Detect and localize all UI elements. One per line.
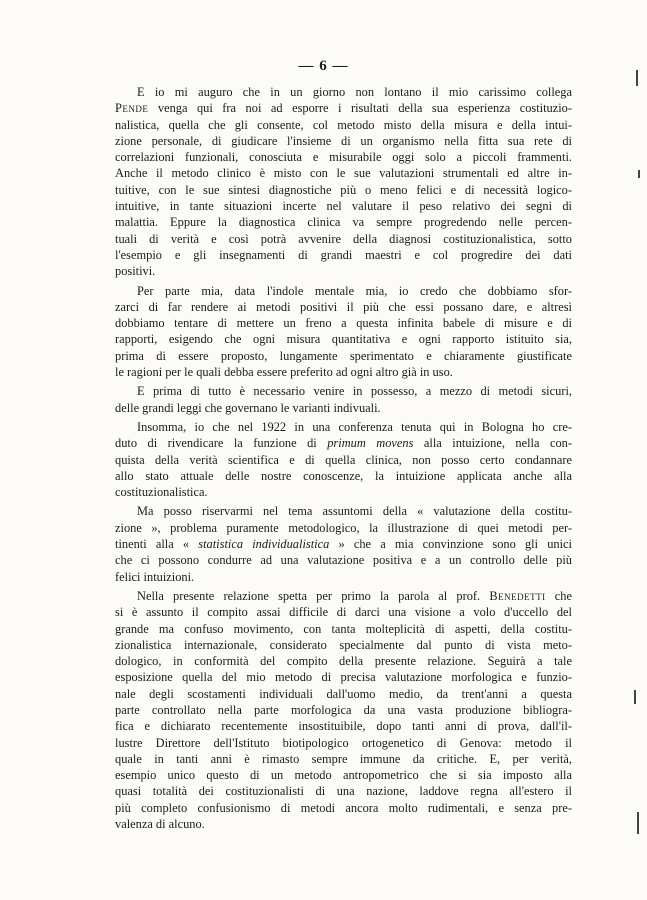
paragraph [115,588,572,832]
text-line [115,783,572,799]
text-line [115,767,572,783]
text-run: dobbiamo tentare di mettere un freno a questa infinita babele di misure e di [115,316,572,331]
text-run: zionalistica internazionale, considerato specialmente dal punto di vista meto- [115,637,572,652]
text-run: esempio unico questo di un metodo antropometrico che si sia imposto alla [115,768,572,783]
text-line [115,588,572,604]
text-line [115,364,572,380]
text-line [115,419,572,435]
text-run: parte controllato nella parte morfologica da una vasta produzione bibliogra- [115,702,572,717]
paragraph [115,419,572,500]
text-line [115,348,572,364]
paragraph [115,283,572,381]
margin-mark [638,170,640,178]
author-name: Benedetti [489,588,546,603]
text-line [115,435,572,451]
text-line [115,800,572,816]
text-run: malattia. Eppure la diagnostica clinica va sempre progredendo nelle percen- [115,215,572,230]
text-line [115,816,572,832]
margin-mark [634,690,636,704]
text-run: Nella presente relazione spetta per primo la parola al prof. [137,588,490,603]
text-run: zione », problema puramente metodologico, la illustrazione di quei metodi per- [115,520,572,535]
text-run: nale degli scostamenti individuali dall'uomo medio, da trent'anni a questa [115,686,572,701]
text-run: allo stato attuale delle nostre conoscenze, la intuizione applicata anche alla [115,468,572,483]
text-line [115,484,572,500]
text-run: zione personale, di giudicare l'insieme di un organismo nella fitta sua rete di [115,133,572,148]
text-line [115,214,572,230]
author-name: Pende [115,101,149,116]
text-run: che ci possono condurre ad una valutazione positiva e a un controllo delle più [115,553,572,568]
margin-mark [636,70,638,86]
text-run: Anche il metodo clinico è misto con le sue valutazioni strumentali ed altre in- [115,166,572,181]
text-run: che [545,588,572,603]
text-run: duto di rivendicare la funzione di [115,436,328,451]
text-run: nalistica, quella che gli consente, col metodo misto della misura e della intui- [115,117,572,132]
text-run: quasi totalità dei costituzionalisti di una nazione, laddove regna all'estero il [115,784,572,799]
text-line [115,315,572,331]
text-run: più completo confusionismo di metodi ancora molto rudimentali, e senza pre- [115,800,572,815]
text-line [115,503,572,519]
text-run: correlazioni funzionali, conosciuta e misurabile oggi solo a piccoli frammenti. [115,150,572,165]
text-line [115,735,572,751]
text-run: fica e dichiarato recentemente insostituibile, dopo tanti anni di prova, dall'il- [115,719,572,734]
text-line [115,569,572,585]
text-run: valenza di alcuno. [115,817,205,832]
text-run: alla intuizione, nella con- [413,436,573,451]
text-run: Insomma, io che nel 1922 in una conferenza tenuta qui in Bologna ho cre- [137,419,572,434]
paragraph [115,84,572,280]
text-line [115,299,572,315]
paragraph [115,503,572,584]
body-text [115,84,572,832]
text-run: quista della verità scientifica e di quella clinica, non posso certo condannare [115,452,572,467]
text-line [115,552,572,568]
text-line [115,100,572,116]
text-line [115,331,572,347]
text-run: felici intuizioni. [115,569,195,584]
text-run: venga qui fra noi ad esporre i risultati della sua esperienza costituzio- [148,101,572,116]
text-run: » che a mia convinzione sono gli unici [329,537,572,552]
text-line [115,536,572,552]
text-line [115,133,572,149]
text-run: E prima di tutto è necessario venire in possesso, a mezzo di metodi sicuri, [137,384,572,399]
text-line [115,247,572,263]
text-line [115,751,572,767]
text-line [115,149,572,165]
margin-mark [637,812,639,834]
text-line [115,621,572,637]
text-line [115,468,572,484]
text-run: delle grandi leggi che governano le varianti indivuali. [115,400,381,415]
text-run: prima di essere proposto, lungamente sperimentato e chiaramente giustificate [115,348,572,363]
text-line [115,84,572,100]
text-run: E io mi auguro che in un giorno non lontano il mio carissimo collega [137,85,572,99]
text-run: costituzionalistica. [115,485,208,500]
text-run: Ma posso riservarmi nel tema assuntomi della « valutazione della costitu- [137,504,572,519]
text-run: lustre Direttore dell'Istituto biotipologico ortogenetico di Genova: metodo il [115,735,572,750]
text-line [115,198,572,214]
text-run: tuali di verità e così potrà avvenire della diagnosi costituzionalistica, sotto [115,231,572,246]
text-line [115,117,572,133]
text-run: esposizione quella del mio metodo di precisa valutazione morfologica e funzio- [115,670,572,685]
text-run: quale in tanti anni è rimasto sempre immune da critiche. E, per verità, [115,751,572,766]
text-line [115,452,572,468]
text-run: grande ma confuso movimento, con tanta molteplicità di aspetti, della costitu- [115,621,572,636]
text-run: dologico, in conformità del compito della presente relazione. Seguirà a tale [115,654,572,669]
italic-phrase: statistica individualistica [198,537,330,552]
text-line [115,702,572,718]
text-line [115,604,572,620]
text-run: positivi. [115,264,156,279]
text-line [115,669,572,685]
text-run: Per parte mia, data l'indole mentale mia, io credo che dobbiamo sfor- [137,283,572,298]
text-line [115,263,572,279]
text-line [115,653,572,669]
text-run: si è assunto il compito assai difficile di darci una visione a volo d'uccello del [115,605,572,620]
text-line [115,520,572,536]
text-line [115,283,572,299]
text-run: l'esempio e gli insegnamenti di grandi maestri e col progredire dei dati [115,247,572,262]
text-line [115,165,572,181]
text-line [115,637,572,653]
italic-phrase: primum movens [327,436,414,451]
text-line [115,182,572,198]
text-run: intuitive, in tante situazioni incerte nel valutare il peso relativo dei segni di [115,199,572,214]
page-number: — 6 — [298,58,349,74]
text-run: rapporti, esigendo che ogni misura quantitativa e ogni rapporto istituito sia, [115,332,572,347]
text-line [115,686,572,702]
text-run: tinenti alla « [115,537,199,552]
paragraph [115,383,572,416]
text-run: tuitive, con le sue sintesi diagnostiche più o meno felici e di necessità logico- [115,182,572,197]
text-line [115,400,572,416]
text-line [115,718,572,734]
text-line [115,383,572,399]
text-line [115,231,572,247]
text-run: zarci di far rendere ai metodi positivi il più che essi possano dare, e altresì [115,299,572,314]
text-run: le ragioni per le quali debba essere preferito ad ogni altro già in uso. [115,365,453,380]
